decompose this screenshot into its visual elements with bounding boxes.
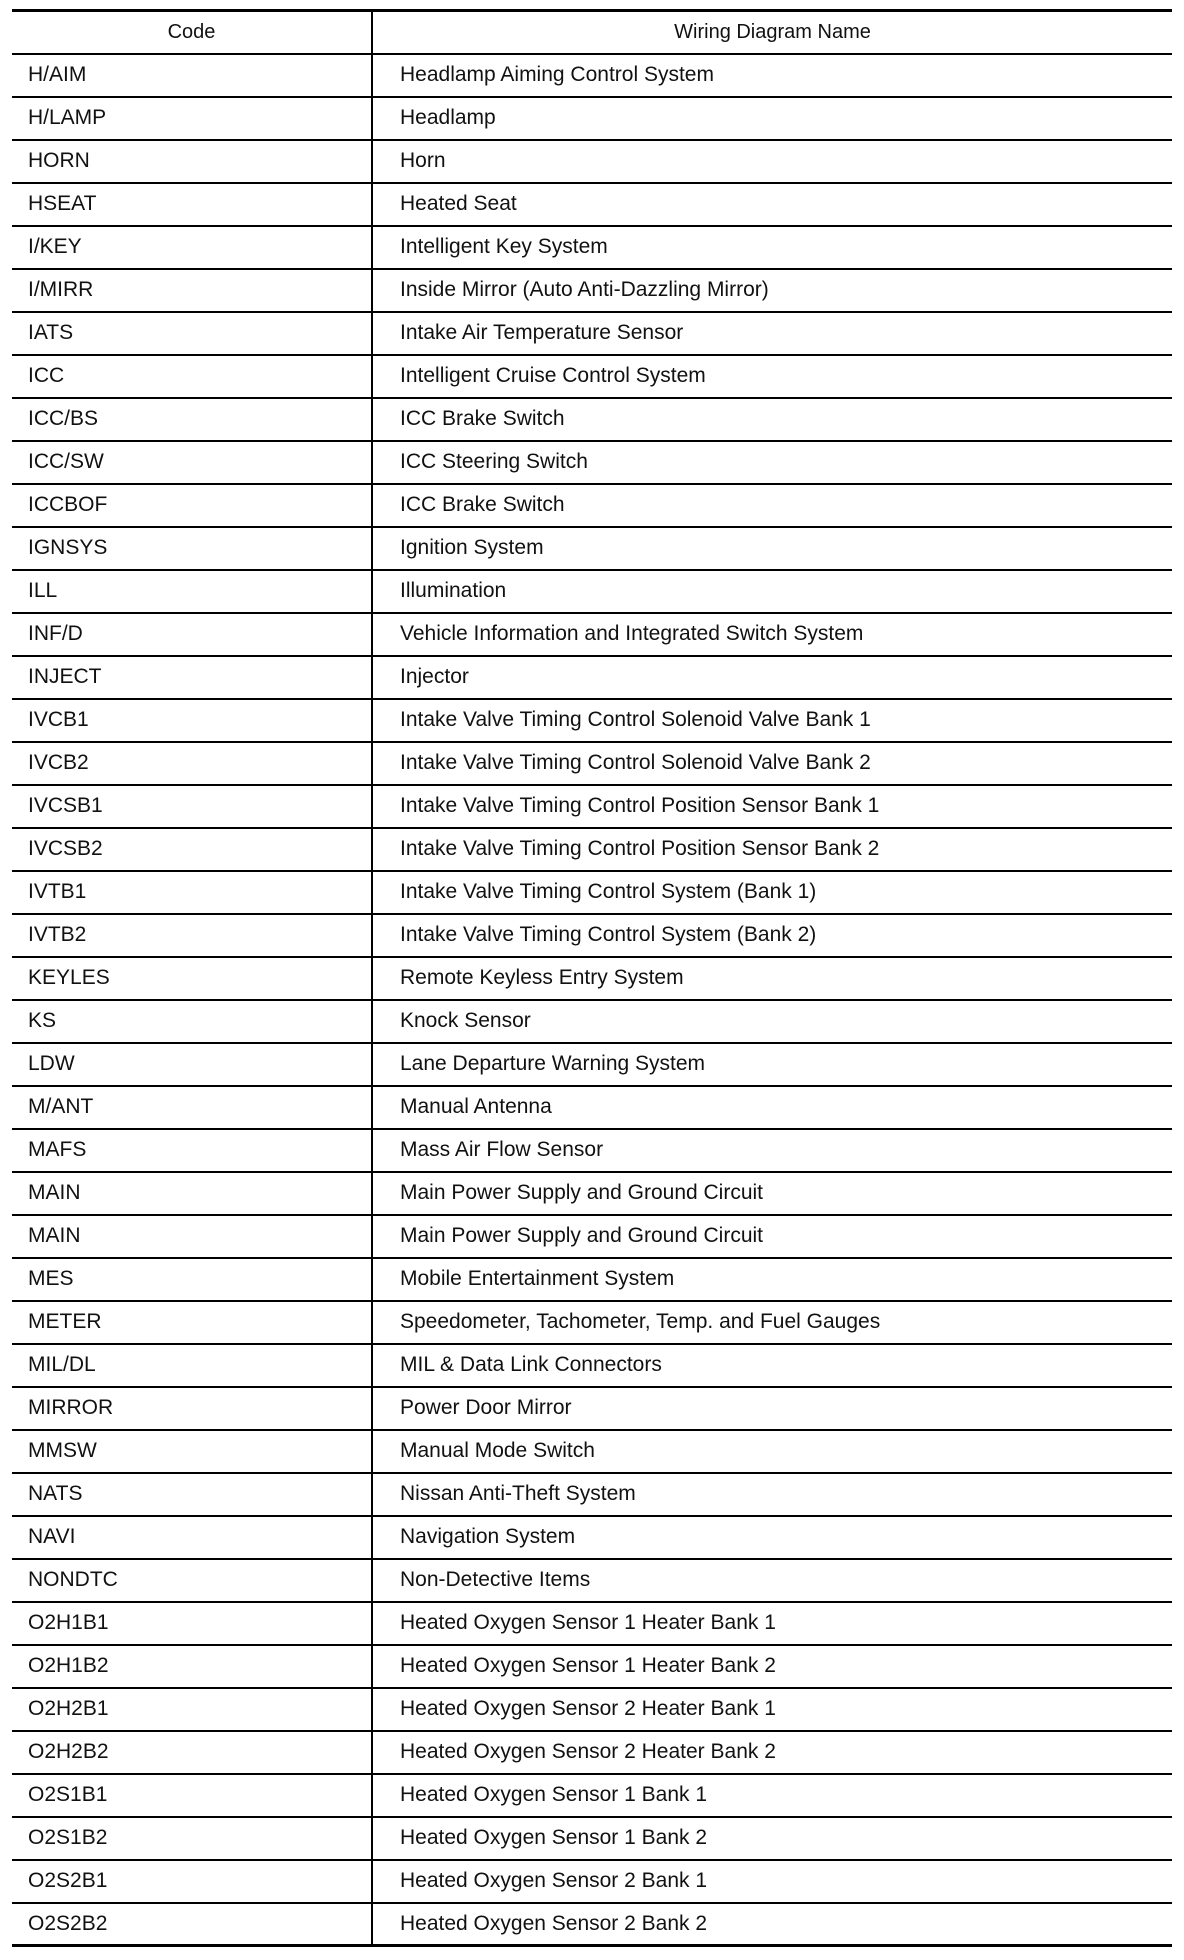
code-cell: ICC/SW (12, 441, 372, 484)
code-cell: METER (12, 1301, 372, 1344)
table-row (12, 785, 1172, 828)
code-cell: M/ANT (12, 1086, 372, 1129)
table-row (12, 570, 1172, 613)
table-row (12, 1172, 1172, 1215)
code-cell: ICCBOF (12, 484, 372, 527)
table-row (12, 1473, 1172, 1516)
table-row (12, 1043, 1172, 1086)
header-code: Code (12, 11, 372, 54)
wiring-diagram-name-cell: Horn (372, 140, 1172, 183)
table-row (12, 1774, 1172, 1817)
code-cell: MIL/DL (12, 1344, 372, 1387)
code-cell: O2H2B2 (12, 1731, 372, 1774)
header-row (12, 11, 1172, 54)
table-row (12, 1129, 1172, 1172)
wiring-diagram-name-cell: Speedometer, Tachometer, Temp. and Fuel Gauges (372, 1301, 1172, 1344)
code-cell: O2H1B2 (12, 1645, 372, 1688)
table-row (12, 527, 1172, 570)
code-cell: O2S1B1 (12, 1774, 372, 1817)
table-row (12, 398, 1172, 441)
wiring-diagram-name-cell: Ignition System (372, 527, 1172, 570)
wiring-diagram-name-cell: Lane Departure Warning System (372, 1043, 1172, 1086)
table-row (12, 1387, 1172, 1430)
code-cell: MAIN (12, 1215, 372, 1258)
wiring-diagram-name-cell: Vehicle Information and Integrated Switch System (372, 613, 1172, 656)
code-cell: MES (12, 1258, 372, 1301)
wiring-diagram-name-cell: Nissan Anti-Theft System (372, 1473, 1172, 1516)
code-cell: NATS (12, 1473, 372, 1516)
wiring-diagram-name-cell: Intake Valve Timing Control Solenoid Valve Bank 2 (372, 742, 1172, 785)
wiring-diagram-name-cell: Remote Keyless Entry System (372, 957, 1172, 1000)
table-row (12, 699, 1172, 742)
table-row (12, 656, 1172, 699)
table-row (12, 1258, 1172, 1301)
code-cell: I/KEY (12, 226, 372, 269)
wiring-diagram-name-cell: Heated Oxygen Sensor 2 Heater Bank 2 (372, 1731, 1172, 1774)
wiring-diagram-name-cell: Heated Seat (372, 183, 1172, 226)
table-body (12, 54, 1172, 1946)
wiring-diagram-name-cell: Intake Valve Timing Control Position Sensor Bank 2 (372, 828, 1172, 871)
wiring-diagram-name-cell: Navigation System (372, 1516, 1172, 1559)
table-row (12, 183, 1172, 226)
code-cell: HORN (12, 140, 372, 183)
wiring-diagram-name-cell: Headlamp Aiming Control System (372, 54, 1172, 97)
wiring-diagram-name-cell: MIL & Data Link Connectors (372, 1344, 1172, 1387)
code-cell: LDW (12, 1043, 372, 1086)
table-row (12, 1602, 1172, 1645)
wiring-diagram-name-cell: Injector (372, 656, 1172, 699)
table-row (12, 226, 1172, 269)
code-cell: H/AIM (12, 54, 372, 97)
code-cell: MIRROR (12, 1387, 372, 1430)
table-row (12, 1215, 1172, 1258)
code-cell: KS (12, 1000, 372, 1043)
table-row (12, 484, 1172, 527)
code-cell: H/LAMP (12, 97, 372, 140)
table-row (12, 871, 1172, 914)
table-row (12, 355, 1172, 398)
table-row (12, 1903, 1172, 1946)
wiring-diagram-name-cell: Mass Air Flow Sensor (372, 1129, 1172, 1172)
code-cell: MAIN (12, 1172, 372, 1215)
code-cell: IVTB2 (12, 914, 372, 957)
code-cell: IVTB1 (12, 871, 372, 914)
code-cell: ICC (12, 355, 372, 398)
wiring-diagram-name-cell: Heated Oxygen Sensor 1 Heater Bank 2 (372, 1645, 1172, 1688)
code-cell: NAVI (12, 1516, 372, 1559)
table-row (12, 441, 1172, 484)
wiring-diagram-name-cell: Illumination (372, 570, 1172, 613)
code-cell: O2H1B1 (12, 1602, 372, 1645)
code-cell: NONDTC (12, 1559, 372, 1602)
wiring-diagram-table (12, 9, 1172, 1947)
table-row (12, 1000, 1172, 1043)
table-row (12, 1301, 1172, 1344)
code-cell: IVCB1 (12, 699, 372, 742)
wiring-diagram-name-cell: Power Door Mirror (372, 1387, 1172, 1430)
wiring-diagram-name-cell: ICC Brake Switch (372, 484, 1172, 527)
code-cell: IGNSYS (12, 527, 372, 570)
table-row (12, 1344, 1172, 1387)
wiring-diagram-name-cell: Manual Mode Switch (372, 1430, 1172, 1473)
wiring-diagram-name-cell: Intake Valve Timing Control System (Bank 2) (372, 914, 1172, 957)
wiring-diagram-name-cell: Intake Valve Timing Control Position Sensor Bank 1 (372, 785, 1172, 828)
wiring-diagram-name-cell: Intelligent Key System (372, 226, 1172, 269)
header-wiring-diagram-name: Wiring Diagram Name (372, 11, 1172, 54)
wiring-diagram-name-cell: Heated Oxygen Sensor 2 Bank 2 (372, 1903, 1172, 1946)
wiring-diagram-name-cell: ICC Steering Switch (372, 441, 1172, 484)
wiring-diagram-name-cell: Manual Antenna (372, 1086, 1172, 1129)
wiring-diagram-name-cell: Headlamp (372, 97, 1172, 140)
table-row (12, 1645, 1172, 1688)
table-row (12, 613, 1172, 656)
wiring-diagram-name-cell: Heated Oxygen Sensor 1 Bank 1 (372, 1774, 1172, 1817)
code-cell: MMSW (12, 1430, 372, 1473)
table-row (12, 1430, 1172, 1473)
table-row (12, 1559, 1172, 1602)
code-cell: INJECT (12, 656, 372, 699)
wiring-diagram-name-cell: Main Power Supply and Ground Circuit (372, 1172, 1172, 1215)
wiring-diagram-name-cell: Heated Oxygen Sensor 1 Heater Bank 1 (372, 1602, 1172, 1645)
code-cell: O2S2B1 (12, 1860, 372, 1903)
wiring-diagram-name-cell: Inside Mirror (Auto Anti-Dazzling Mirror) (372, 269, 1172, 312)
table-row (12, 1688, 1172, 1731)
table-row (12, 1817, 1172, 1860)
wiring-diagram-name-cell: Main Power Supply and Ground Circuit (372, 1215, 1172, 1258)
table-row (12, 914, 1172, 957)
table-row (12, 97, 1172, 140)
code-cell: IATS (12, 312, 372, 355)
table-row (12, 1086, 1172, 1129)
code-cell: HSEAT (12, 183, 372, 226)
table-row (12, 742, 1172, 785)
table-row (12, 140, 1172, 183)
wiring-diagram-name-cell: ICC Brake Switch (372, 398, 1172, 441)
wiring-diagram-name-cell: Intake Valve Timing Control Solenoid Valve Bank 1 (372, 699, 1172, 742)
table-row (12, 312, 1172, 355)
table-row (12, 54, 1172, 97)
code-cell: KEYLES (12, 957, 372, 1000)
table-row (12, 957, 1172, 1000)
table-row (12, 1731, 1172, 1774)
table-row (12, 269, 1172, 312)
table-header (12, 11, 1172, 54)
code-cell: O2S1B2 (12, 1817, 372, 1860)
wiring-diagram-name-cell: Knock Sensor (372, 1000, 1172, 1043)
table-row (12, 1516, 1172, 1559)
wiring-diagram-name-cell: Intake Air Temperature Sensor (372, 312, 1172, 355)
code-cell: MAFS (12, 1129, 372, 1172)
code-cell: ILL (12, 570, 372, 613)
wiring-diagram-name-cell: Intake Valve Timing Control System (Bank 1) (372, 871, 1172, 914)
code-cell: I/MIRR (12, 269, 372, 312)
table-row (12, 828, 1172, 871)
code-cell: IVCSB1 (12, 785, 372, 828)
wiring-diagram-name-cell: Heated Oxygen Sensor 1 Bank 2 (372, 1817, 1172, 1860)
code-cell: O2S2B2 (12, 1903, 372, 1946)
code-cell: IVCSB2 (12, 828, 372, 871)
wiring-diagram-name-cell: Mobile Entertainment System (372, 1258, 1172, 1301)
code-cell: IVCB2 (12, 742, 372, 785)
wiring-diagram-name-cell: Heated Oxygen Sensor 2 Bank 1 (372, 1860, 1172, 1903)
code-cell: INF/D (12, 613, 372, 656)
table-row (12, 1860, 1172, 1903)
wiring-diagram-name-cell: Intelligent Cruise Control System (372, 355, 1172, 398)
wiring-diagram-name-cell: Non-Detective Items (372, 1559, 1172, 1602)
wiring-diagram-name-cell: Heated Oxygen Sensor 2 Heater Bank 1 (372, 1688, 1172, 1731)
code-cell: O2H2B1 (12, 1688, 372, 1731)
code-cell: ICC/BS (12, 398, 372, 441)
